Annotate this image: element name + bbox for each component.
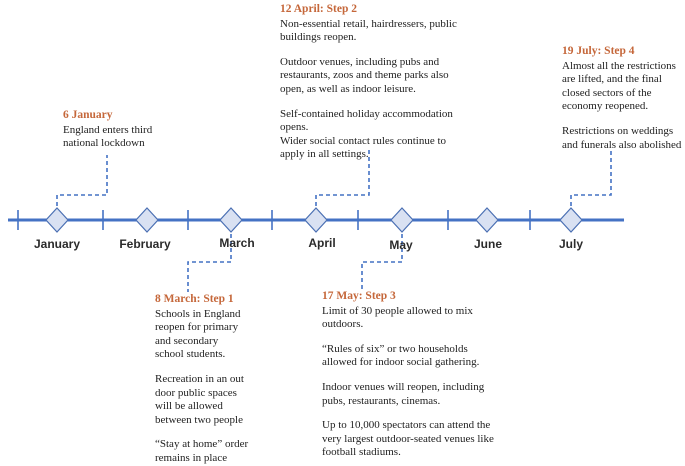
event-text: Self-contained holiday accommodation opens.: [280, 107, 453, 134]
event-text: Recreation in an out door public spaces will be allowed between two people: [155, 372, 244, 426]
event-title: 19 July: Step 4: [562, 45, 635, 57]
event-text: England enters third national lockdown: [63, 123, 153, 150]
event-text: Wider social contact rules continue to apply in all settings.: [280, 134, 447, 161]
connector-19-july: [571, 150, 611, 220]
marker-march: [220, 208, 242, 232]
event-text: Limit of 30 people allowed to mix outdoors.: [322, 304, 473, 331]
marker-may: [391, 208, 413, 232]
month-label-july: July: [558, 237, 584, 251]
event-text: Outdoor venues, including pubs and restaurants, zoos and theme parks also open, as well as indoor leisure.: [280, 55, 449, 95]
event-text: Non-essential retail, hairdressers, public buildings reopen.: [280, 17, 457, 44]
connector-8-march: [188, 220, 231, 292]
month-label-may: May: [389, 238, 413, 252]
marker-february: [136, 208, 158, 232]
event-19-july: [562, 45, 684, 152]
event-title: 6 January: [63, 109, 113, 121]
event-text: “Rules of six” or two households allowed for indoor social gathering.: [322, 342, 480, 369]
event-title: 12 April: Step 2: [280, 3, 357, 15]
marker-april: [305, 208, 327, 232]
event-title: 17 May: Step 3: [322, 290, 396, 302]
event-title: 8 March: Step 1: [155, 293, 234, 305]
event-text: Up to 10,000 spectators can attend the very largest outdoor-seated venues like football stadiums.: [322, 419, 494, 459]
connector-17-may: [362, 220, 402, 290]
connector-6-january: [57, 155, 107, 220]
marker-july: [560, 208, 582, 232]
event-text: Restrictions on weddings and funerals also abolished: [562, 124, 682, 151]
event-text: Almost all the restrictions are lifted, and the final closed sectors of the economy reopened.: [562, 59, 676, 113]
event-text: Indoor venues will reopen, including pubs, restaurants, cinemas.: [322, 380, 485, 407]
month-label-february: February: [119, 237, 171, 251]
event-6-january: [63, 109, 183, 151]
month-label-march: March: [219, 236, 255, 250]
marker-january: [46, 208, 68, 232]
month-label-june: June: [473, 237, 503, 251]
event-text: “Stay at home” order remains in place: [155, 438, 249, 464]
event-8-march: [155, 293, 277, 466]
event-12-april: [280, 3, 480, 162]
event-17-may: [322, 290, 522, 460]
month-label-january: January: [33, 237, 81, 251]
event-text: Schools in England reopen for primary and secondary school students.: [155, 307, 241, 361]
marker-june: [476, 208, 498, 232]
month-label-april: April: [308, 236, 336, 250]
